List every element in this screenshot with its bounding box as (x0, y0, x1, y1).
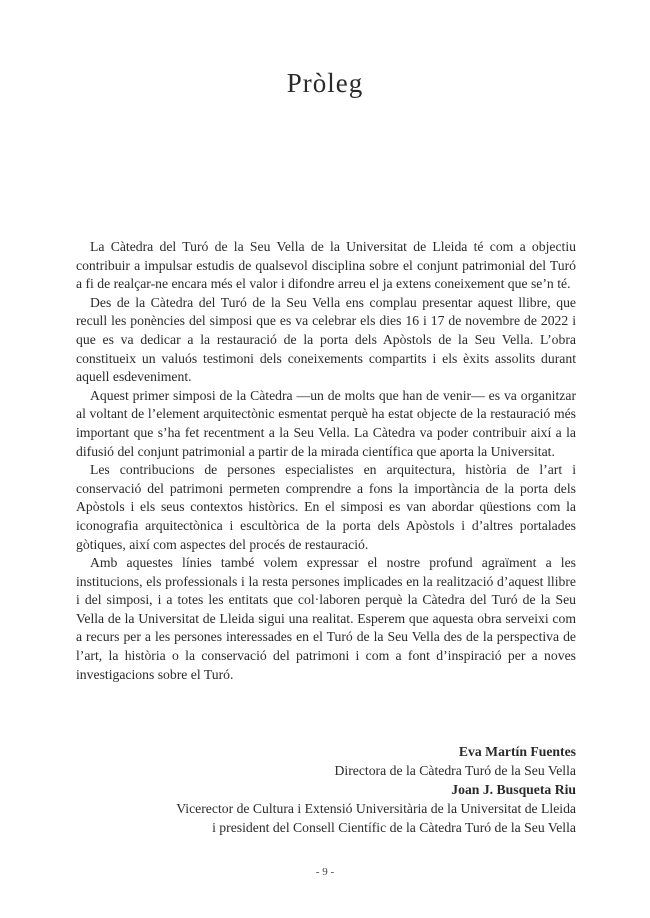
page-title: Pròleg (286, 68, 364, 98)
paragraph-1: La Càtedra del Turó de la Seu Vella de la Universitat de Lleida té com a objectiu contribuir a impulsar estudis de qualsevol disciplina sobre el conjunt patrimonial del Turó a fi de realçar-ne encara més el valor i difondre arreu el ja extens coneixement que se’n té. (76, 239, 576, 292)
signatory-name-1: Eva Martín Fuentes (458, 744, 576, 759)
prologue-body (76, 238, 576, 684)
paragraph-3: Aquest primer simposi de la Càtedra —un de molts que han de venir— es va organitzar al voltant de l’element arquitectònic esmentat perquè ha estat objecte de la restauració més important que s’ha fet recentment a la Seu Vella. La Càtedra va poder contribuir així a la difusió del conjunt patrimonial a partir de la mirada científica que aporta la Universitat. (76, 387, 576, 459)
page-number: - 9 - (315, 866, 335, 878)
paragraph-5: Amb aquestes línies també volem expressar el nostre profund agraïment a les institucions, els professionals i la resta persones implicades en la realització d’aquest llibre i del simposi, i a totes les entitats que col·laboren perquè la Càtedra del Turó de la Seu Vella de la Universitat de Lleida sigui una realitat. Esperem que aquesta obra serveixi com a recurs per a les persones interessades en el Turó de la Seu Vella des de la perspectiva de l’art, la història o la conservació del patrimoni i com a font d’inspiració per a noves investigacions sobre el Turó. (76, 555, 576, 682)
signatory-role-2-line-2: i president del Consell Científic de la Càtedra Turó de la Seu Vella (212, 820, 576, 835)
signatory-role-1-line-1: Directora de la Càtedra Turó de la Seu Vella (334, 763, 576, 778)
paragraph-2: Des de la Càtedra del Turó de la Seu Vella ens complau presentar aquest llibre, que recull les ponències del simposi que es va celebrar els dies 16 i 17 de novembre de 2022 i que es va dedicar a la restauració de la porta dels Apòstols de la Seu Vella. L’obra constitueix un valuós testimoni dels coneixements compartits i els èxits assolits durant aquell esdeveniment. (76, 294, 576, 385)
paragraph-4: Les contribucions de persones especialistes en arquitectura, història de l’art i conservació del patrimoni permeten comprendre a fons la importància de la porta dels Apòstols i els seus contextos històrics. En el simposi es van abordar qüestions com la iconografia arquitectònica i escultòrica de la porta dels Apòstols i d’altres portalades gòtiques, així com aspectes del procés de restauració. (76, 462, 576, 552)
signatory-name-2: Joan J. Busqueta Riu (451, 782, 576, 797)
signatory-role-2-line-1: Vicerector de Cultura i Extensió Universitària de la Universitat de Lleida (176, 801, 576, 816)
signature-block (76, 742, 576, 837)
